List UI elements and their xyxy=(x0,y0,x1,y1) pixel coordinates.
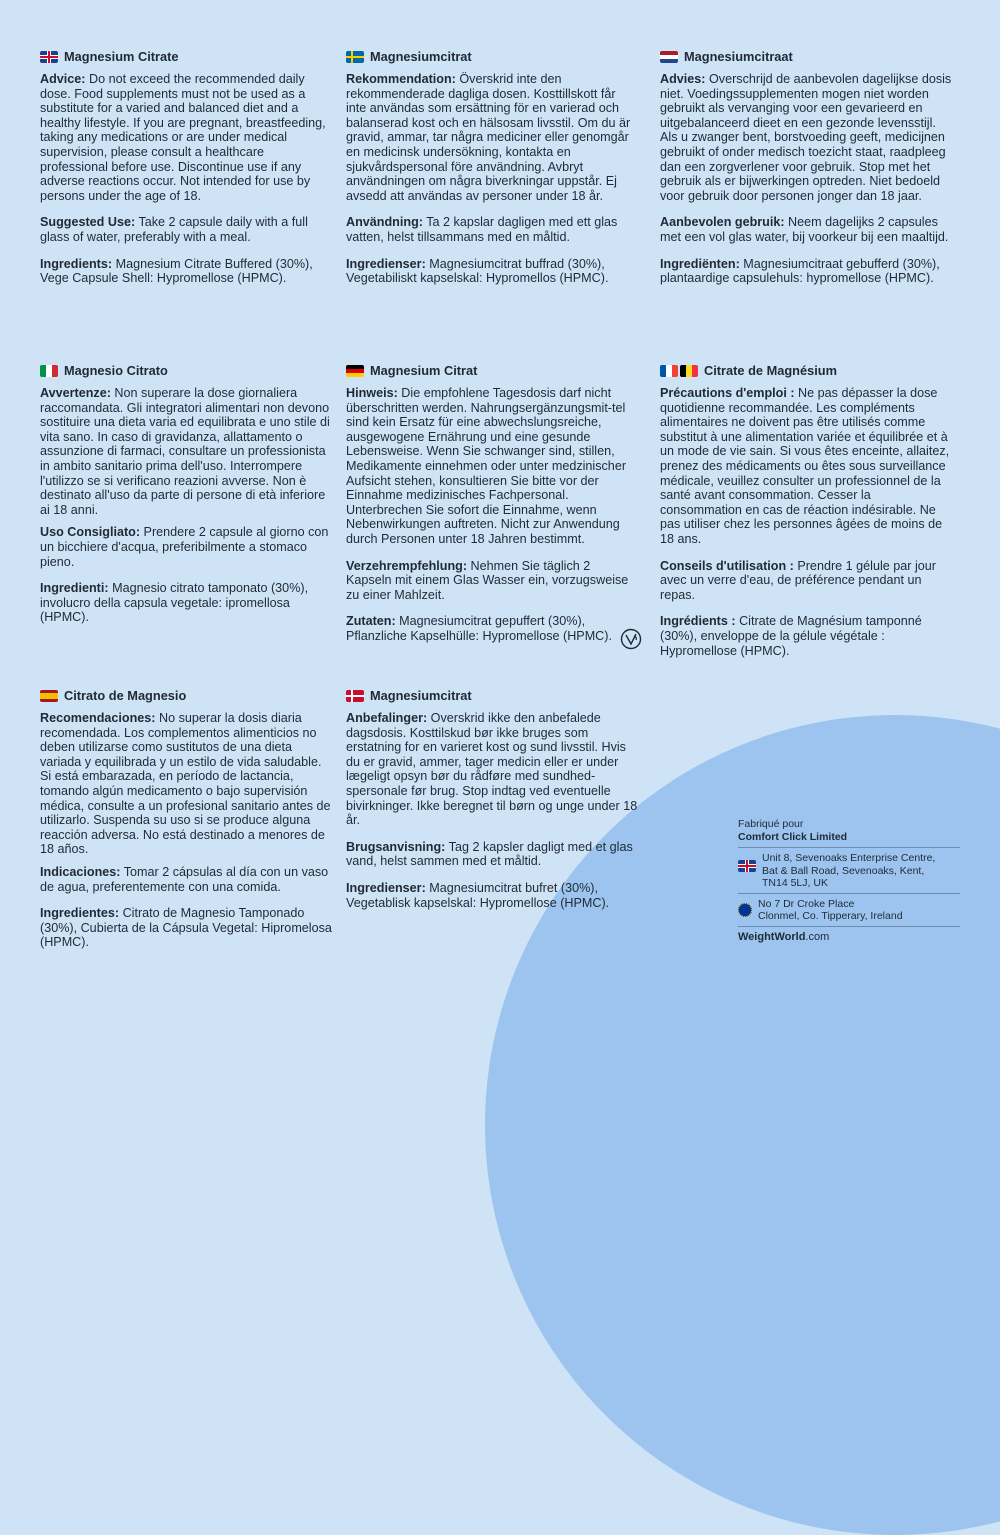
info-paragraph xyxy=(40,711,332,857)
address-uk xyxy=(738,847,960,893)
paragraph-text: Magnesiumcitraat gebufferd (30%), plantaardige capsulehuls: hypromellose (HPMC). xyxy=(660,256,940,286)
section-title-text: Magnesium Citrate xyxy=(64,48,179,64)
paragraph-label: Ingredienser: xyxy=(346,880,426,895)
section-title xyxy=(660,362,952,380)
section-swedish xyxy=(346,48,638,298)
section-title-text: Magnesio Citrato xyxy=(64,362,168,378)
paragraph-label: Ingredienser: xyxy=(346,256,426,271)
info-paragraph xyxy=(40,257,332,286)
info-paragraph xyxy=(346,72,638,203)
info-paragraph xyxy=(40,865,332,894)
paragraph-label: Rekommendation: xyxy=(346,72,456,86)
paragraph-label: Précautions d'emploi : xyxy=(660,386,795,400)
manufacturer-prefix: Fabriqué pour xyxy=(738,818,804,830)
info-paragraph xyxy=(346,215,638,244)
paragraph-text: Neem dagelijks 2 capsules met een vol glas water, bij voorkeur bij een maaltijd. xyxy=(660,215,949,244)
info-paragraph xyxy=(660,215,952,244)
vegan-symbol-icon xyxy=(620,628,642,650)
manufacturer-company: Comfort Click Limited xyxy=(738,830,848,843)
paragraph-text: Magnesiumcitrat bufret (30%), Vegetablisk kapselskal: Hypromellose (HPMC). xyxy=(346,880,610,910)
section-danish xyxy=(346,687,638,922)
paragraph-text: Tomar 2 cápsulas al día con un vaso de agua, preferentemente con una comida. xyxy=(40,864,329,894)
info-paragraph xyxy=(346,559,638,603)
paragraph-text: Ta 2 kapslar dagligen med ett glas vatten, helst tillsammans med en måltid. xyxy=(346,215,618,244)
address-line: No 7 Dr Croke Place xyxy=(758,897,855,910)
address-line: TN14 5LJ, UK xyxy=(762,877,828,889)
paragraph-text: Överskrid inte den rekommenderade dagliga dosen. Kosttillskott får inte användas som ersättning för en varierad och balanserad kost och en hälsosam livsstil. Om du är gravid, ammar, tar några mediciner eller genomgår en medicinsk undersökning, kontakta en sjukvårdspersonal före användning. Avbryt användningen om några biverkningar uppstår. Ej avsedd att användas av personer under 18 år. xyxy=(346,72,631,203)
section-title xyxy=(346,687,638,705)
paragraph-text: Tag 2 kapsler dagligt med et glas vand, helst sammen med et måltid. xyxy=(346,839,633,869)
info-paragraph xyxy=(660,559,952,603)
info-paragraph xyxy=(40,525,332,569)
address-line: Unit 8, Sevenoaks Enterprise Centre, xyxy=(762,852,936,864)
nl-flag-icon xyxy=(660,51,678,63)
info-paragraph xyxy=(40,581,332,625)
info-paragraph xyxy=(346,257,638,286)
address-ireland xyxy=(738,893,960,926)
info-paragraph xyxy=(346,614,638,643)
paragraph-label: Ingredientes: xyxy=(40,906,120,921)
paragraph-label: Advice: xyxy=(40,72,86,86)
paragraph-label: Ingredienti: xyxy=(40,581,109,596)
paragraph-text: Magnesiumcitrat buffrad (30%), Vegetabiliskt kapselskal: Hypromellos (HPMC). xyxy=(346,256,609,286)
section-title xyxy=(346,362,638,380)
paragraph-label: Anbefalinger: xyxy=(346,711,428,725)
paragraph-text: Ne pas dépasser la dose quotidienne recommandée. Les compléments alimentaires ne doivent pas être utilisés comme substitut à une alimentation variée et équilibrée et à un mode de vie sain. Si vous êtes enceinte, allaitez, prenez des médicaments ou êtes sous surveillance médicale, veuillez consulter un professionnel de la santé avant consommation. Cesser la consommation en cas de réaction indésirable. Ne pas utiliser chez les personnes âgées de moins de 18 ans. xyxy=(660,386,950,546)
paragraph-text: Do not exceed the recommended daily dose. Food supplements must not be used as a substitute for a varied and balanced diet and a healthy lifestyle. If you are pregnant, breastfeeding, taking any medications or are under medical supervision, please consult a healthcare professional before use. Discontinue use if any adverse reactions occur. Not intended for use by persons under the age of 18. xyxy=(40,72,326,203)
paragraph-text: Prendere 2 capsule al giorno con un bicchiere d'acqua, preferibilmente a stomaco pieno. xyxy=(40,525,329,569)
de-flag-icon xyxy=(346,365,364,377)
info-paragraph xyxy=(40,386,332,517)
paragraph-text: Prendre 1 gélule par jour avec un verre d'eau, de préférence pendant un repas. xyxy=(660,558,936,602)
brand-name: WeightWorld xyxy=(738,930,806,943)
se-flag-icon xyxy=(346,51,364,63)
info-paragraph xyxy=(346,386,638,547)
paragraph-text: Magnesiumcitrat gepuffert (30%), Pflanzliche Kapselhülle: Hypromellose (HPMC). xyxy=(346,614,612,643)
paragraph-label: Hinweis: xyxy=(346,386,398,400)
paragraph-label: Användning: xyxy=(346,215,423,230)
section-title xyxy=(40,687,332,705)
uk-flag-icon xyxy=(738,860,756,872)
info-paragraph xyxy=(346,711,638,828)
paragraph-label: Recomendaciones: xyxy=(40,711,156,725)
section-title-text: Magnesiumcitrat xyxy=(370,48,472,64)
paragraph-text: Magnesium Citrate Buffered (30%), Vege Capsule Shell: Hypromellose (HPMC). xyxy=(40,256,313,286)
info-paragraph xyxy=(346,840,638,869)
section-title-text: Magnesiumcitraat xyxy=(684,48,793,64)
paragraph-label: Conseils d'utilisation : xyxy=(660,558,794,573)
paragraph-text: Die empfohlene Tagesdosis darf nicht überschritten werden. Nahrungsergänzungsmit-tel sind kein Ersatz für eine abwechslungsreiche, ausgewogene Ernährung und eine gesunde Lebensweise. Wenn Sie schwanger sind, stillen, Medikamente einnehmen oder unter medzinischer Aufsicht stehen, konsultieren Sie bitte vor der Einnahme medizinisches Fachpersonal. Unterbrechen Sie sofort die Einnahme, wenn Nebenwirkungen auftreten. Nicht zur Anwendung durch Personen unter 18 Jahren bestimmt. xyxy=(346,386,627,546)
section-spanish xyxy=(40,687,332,962)
section-french xyxy=(660,362,952,670)
paragraph-label: Ingrediënten: xyxy=(660,256,740,271)
section-title-text: Magnesiumcitrat xyxy=(370,687,472,703)
info-paragraph xyxy=(40,215,332,244)
section-title xyxy=(40,48,332,66)
section-title xyxy=(346,48,638,66)
section-title xyxy=(660,48,952,66)
paragraph-label: Zutaten: xyxy=(346,614,396,629)
section-english xyxy=(40,48,332,298)
paragraph-label: Suggested Use: xyxy=(40,215,136,230)
info-paragraph xyxy=(660,257,952,286)
paragraph-label: Aanbevolen gebruik: xyxy=(660,215,785,230)
paragraph-label: Ingrédients : xyxy=(660,614,736,629)
info-paragraph xyxy=(40,72,332,203)
paragraph-label: Verzehrempfehlung: xyxy=(346,558,468,573)
section-title-text: Magnesium Citrat xyxy=(370,362,478,378)
paragraph-label: Ingredients: xyxy=(40,256,113,271)
paragraph-label: Avvertenze: xyxy=(40,386,111,400)
info-paragraph xyxy=(40,906,332,950)
paragraph-text: Magnesio citrato tamponato (30%), involucro della capsula vegetale: ipromellosa (HPMC). xyxy=(40,581,309,625)
manufacturer-info xyxy=(738,818,960,943)
brand-logo xyxy=(738,926,960,944)
brand-suffix: .com xyxy=(805,930,830,943)
info-paragraph xyxy=(346,881,638,910)
paragraph-label: Brugsanvisning: xyxy=(346,839,446,854)
section-dutch xyxy=(660,48,952,298)
section-italian xyxy=(40,362,332,637)
paragraph-text: Nehmen Sie täglich 2 Kapseln mit einem Glas Wasser ein, vorzugsweise zu einer Mahlzeit. xyxy=(346,558,629,602)
eu-flag-icon xyxy=(738,903,752,917)
address-line: Clonmel, Co. Tipperary, Ireland xyxy=(758,910,903,922)
paragraph-label: Indicaciones: xyxy=(40,864,121,879)
section-german xyxy=(346,362,638,656)
be-flag-icon xyxy=(680,365,698,377)
fr-flag-icon xyxy=(660,365,678,377)
address-line: Bat & Ball Road, Sevenoaks, Kent, xyxy=(762,864,925,877)
paragraph-label: Advies: xyxy=(660,72,706,86)
section-title xyxy=(40,362,332,380)
paragraph-text: No superar la dosis diaria recomendada. Los complementos alimenticios no deben utilizarse como sustitutos de una dieta variada y equilibrada y un estilo de vida saludable. Si está embarazada, en período de lactancia, tomando algún medicamento o bajo supervisión médica, consulte a un profesional sanitario antes de utilizarlo. Suspenda su uso si se produce alguna reacción adversa. No está destinado a menores de 18 años. xyxy=(40,711,331,857)
es-flag-icon xyxy=(40,690,58,702)
info-paragraph xyxy=(660,72,952,203)
section-title-text: Citrato de Magnesio xyxy=(64,687,187,703)
paragraph-label: Uso Consigliato: xyxy=(40,525,141,540)
paragraph-text: Overschrijd de aanbevolen dagelijkse dosis niet. Voedingssupplementen mogen niet worden gebruikt als vervanging voor een gevarieerd en uitgebalanceerd dieet en een gezonde levensstijl. Als u zwanger bent, borstvoeding geeft, medicijnen gebruikt of onder medisch toezicht staat, raadpleeg dan een zorgverlener voor gebruik. Stop met het gebruik als er bijwerkingen optreden. Niet bedoeld voor gebruik door personen jonger dan 18 jaar. xyxy=(660,72,952,203)
it-flag-icon xyxy=(40,365,58,377)
paragraph-text: Non superare la dose giornaliera raccomandata. Gli integratori alimentari non devono sostituire una dieta varia ed equilibrata e uno stile di vita sano. In caso di gravidanza, allattamento o assunzione di farmaci, consultare un professionista in ambito sanitario prima dell'uso. Interrompere l'utilizzo se si verificano reazioni avverse. Non è destinato all'uso da parte di persone di età inferiore ai 18 anni. xyxy=(40,386,330,517)
paragraph-text: Citrato de Magnesio Tamponado (30%), Cubierta de la Cápsula Vegetal: Hipromelosa (HPMC). xyxy=(40,906,332,950)
dk-flag-icon xyxy=(346,690,364,702)
info-paragraph xyxy=(660,386,952,547)
uk-flag-icon xyxy=(40,51,58,63)
section-title-text: Citrate de Magnésium xyxy=(704,362,837,378)
paragraph-text: Take 2 capsule daily with a full glass of water, preferably with a meal. xyxy=(40,215,308,244)
paragraph-text: Citrate de Magnésium tamponné (30%), enveloppe de la gélule végétale : Hypromellose (HPMC). xyxy=(660,614,922,658)
paragraph-text: Overskrid ikke den anbefalede dagsdosis. Kosttilskud bør ikke bruges som erstatning for en varieret kost og sund livsstil. Hvis du er gravid, ammer, tager medicin eller er under lægeligt opsyn bør du rådføre med sundhed-spersonale før brug. Stop indtag ved eventuelle bivirkninger. Ikke beregnet til børn og unge under 18 år. xyxy=(346,711,638,828)
info-paragraph xyxy=(660,614,952,658)
